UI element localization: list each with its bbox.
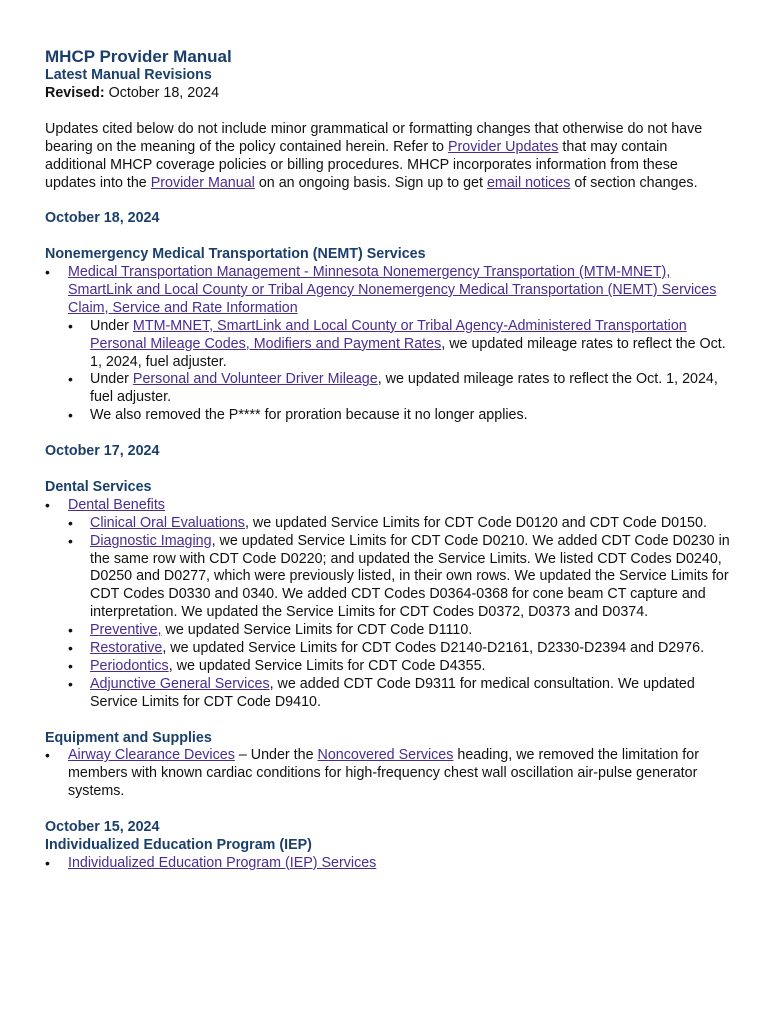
nemt-claim-link[interactable]: Medical Transportation Management - Minnesota Nonemergency Transportation (MTM-MNET), SmartLink and Local County or Tribal Agency Nonemergency Medical Transportation (NEMT) Services Claim, Service and Rate Information: [68, 264, 717, 316]
noncovered-services-link[interactable]: Noncovered Services: [317, 747, 454, 764]
item-text: , we updated mileage rates to reflect the Oct. 1, 2024, fuel adjuster.: [90, 335, 726, 370]
item-text: We also removed the P**** for proration because it no longer applies.: [90, 407, 528, 424]
date-heading-oct17: October 17, 2024: [45, 443, 160, 460]
item-text: heading, we removed the limitation for members with known cardiac conditions for high-frequency chest wall oscillation air-pulse generator systems.: [68, 747, 699, 800]
volunteer-driver-mileage-link[interactable]: Personal and Volunteer Driver Mileage: [132, 371, 378, 388]
list-item: [68, 533, 730, 623]
revised-date: October 18, 2024: [104, 84, 220, 101]
restorative-link[interactable]: Restorative: [90, 640, 163, 657]
list-item: [45, 497, 730, 712]
list-item: [68, 640, 730, 658]
item-text: , we updated Service Limits for CDT Code D4355.: [168, 657, 486, 674]
mtm-mnet-mileage-link[interactable]: MTM-MNET, SmartLink and Local County or Tribal Agency-Administered Transportation Personal Mileage Codes, Modifiers and Payment Rates: [90, 317, 687, 352]
section-heading-equipment: Equipment and Supplies: [45, 729, 212, 746]
dental-list: [45, 497, 730, 712]
provider-updates-link[interactable]: Provider Updates: [447, 138, 559, 155]
revised-line: [45, 85, 730, 103]
item-text: , we updated Service Limits for CDT Code D0210. We added CDT Code D0230 in the same row with CDT Code D0220; and updated the Service Limits. We listed CDT Codes D0240, D0250 and D0277, which were previously listed, in their own rows. We updated the Service Limits for CDT Codes D0330 and 0340. We added CDT Codes D0364-0368 for cone beam CT capture and interpretation. We updated the Service Limits for CDT Codes D0372, D0373 and D0374.: [90, 532, 730, 621]
diagnostic-imaging-link[interactable]: Diagnostic Imaging: [90, 532, 212, 549]
date-heading-oct18: October 18, 2024: [45, 210, 160, 227]
iep-list: [45, 855, 730, 873]
date-heading-oct15: October 15, 2024: [45, 819, 160, 836]
intro-paragraph: [45, 121, 730, 193]
provider-manual-link[interactable]: Provider Manual: [150, 174, 255, 191]
equipment-list: [45, 747, 730, 801]
nemt-sublist: [68, 318, 730, 425]
clinical-oral-evaluations-link[interactable]: Clinical Oral Evaluations: [90, 514, 245, 531]
item-text: Under: [90, 371, 133, 388]
intro-text: that may contain additional MHCP coverage policies or billing procedures. MHCP incorporates information from these updates into the: [45, 138, 678, 191]
list-item: [68, 371, 730, 407]
item-text: , we updated mileage rates to reflect the Oct. 1, 2024, fuel adjuster.: [90, 371, 718, 406]
item-text: Under: [90, 317, 133, 334]
list-item: [68, 515, 730, 533]
intro-text: on an ongoing basis. Sign up to get: [254, 174, 487, 191]
item-text: we updated Service Limits for CDT Code D1110.: [161, 622, 473, 639]
dental-sublist: [68, 515, 730, 712]
page-title: MHCP Provider Manual: [45, 47, 232, 66]
item-text: , we added CDT Code D9311 for medical consultation. We updated Service Limits for CDT Code D9410.: [90, 675, 695, 710]
intro-text: of section changes.: [570, 174, 698, 191]
adjunctive-general-services-link[interactable]: Adjunctive General Services: [90, 675, 270, 692]
iep-services-link[interactable]: Individualized Education Program (IEP) Services: [68, 854, 377, 871]
item-text: , we updated Service Limits for CDT Codes D2140-D2161, D2330-D2394 and D2976.: [162, 640, 705, 657]
list-item: [68, 318, 730, 372]
item-text: – Under the: [234, 747, 318, 764]
periodontics-link[interactable]: Periodontics: [90, 657, 169, 674]
list-item: [45, 855, 730, 873]
list-item: [68, 658, 730, 676]
list-item: [68, 676, 730, 712]
list-item: [68, 622, 730, 640]
dental-benefits-link[interactable]: Dental Benefits: [68, 496, 165, 513]
intro-text: Updates cited below do not include minor grammatical or formatting changes that otherwise do not have bearing on the meaning of the policy contained herein. Refer to: [45, 120, 703, 155]
preventive-link[interactable]: Preventive,: [90, 622, 162, 639]
list-item: [45, 264, 730, 425]
airway-clearance-devices-link[interactable]: Airway Clearance Devices: [68, 747, 235, 764]
page-subtitle: Latest Manual Revisions: [45, 67, 212, 83]
list-item: [45, 747, 730, 801]
email-notices-link[interactable]: email notices: [486, 174, 571, 191]
section-heading-nemt: Nonemergency Medical Transportation (NEMT) Services: [45, 246, 426, 263]
item-text: , we updated Service Limits for CDT Code D0120 and CDT Code D0150.: [244, 514, 707, 531]
list-item: [68, 407, 730, 425]
revised-label: Revised:: [45, 84, 105, 101]
nemt-list: [45, 264, 730, 425]
section-heading-iep: Individualized Education Program (IEP): [45, 836, 312, 853]
section-heading-dental: Dental Services: [45, 478, 152, 495]
